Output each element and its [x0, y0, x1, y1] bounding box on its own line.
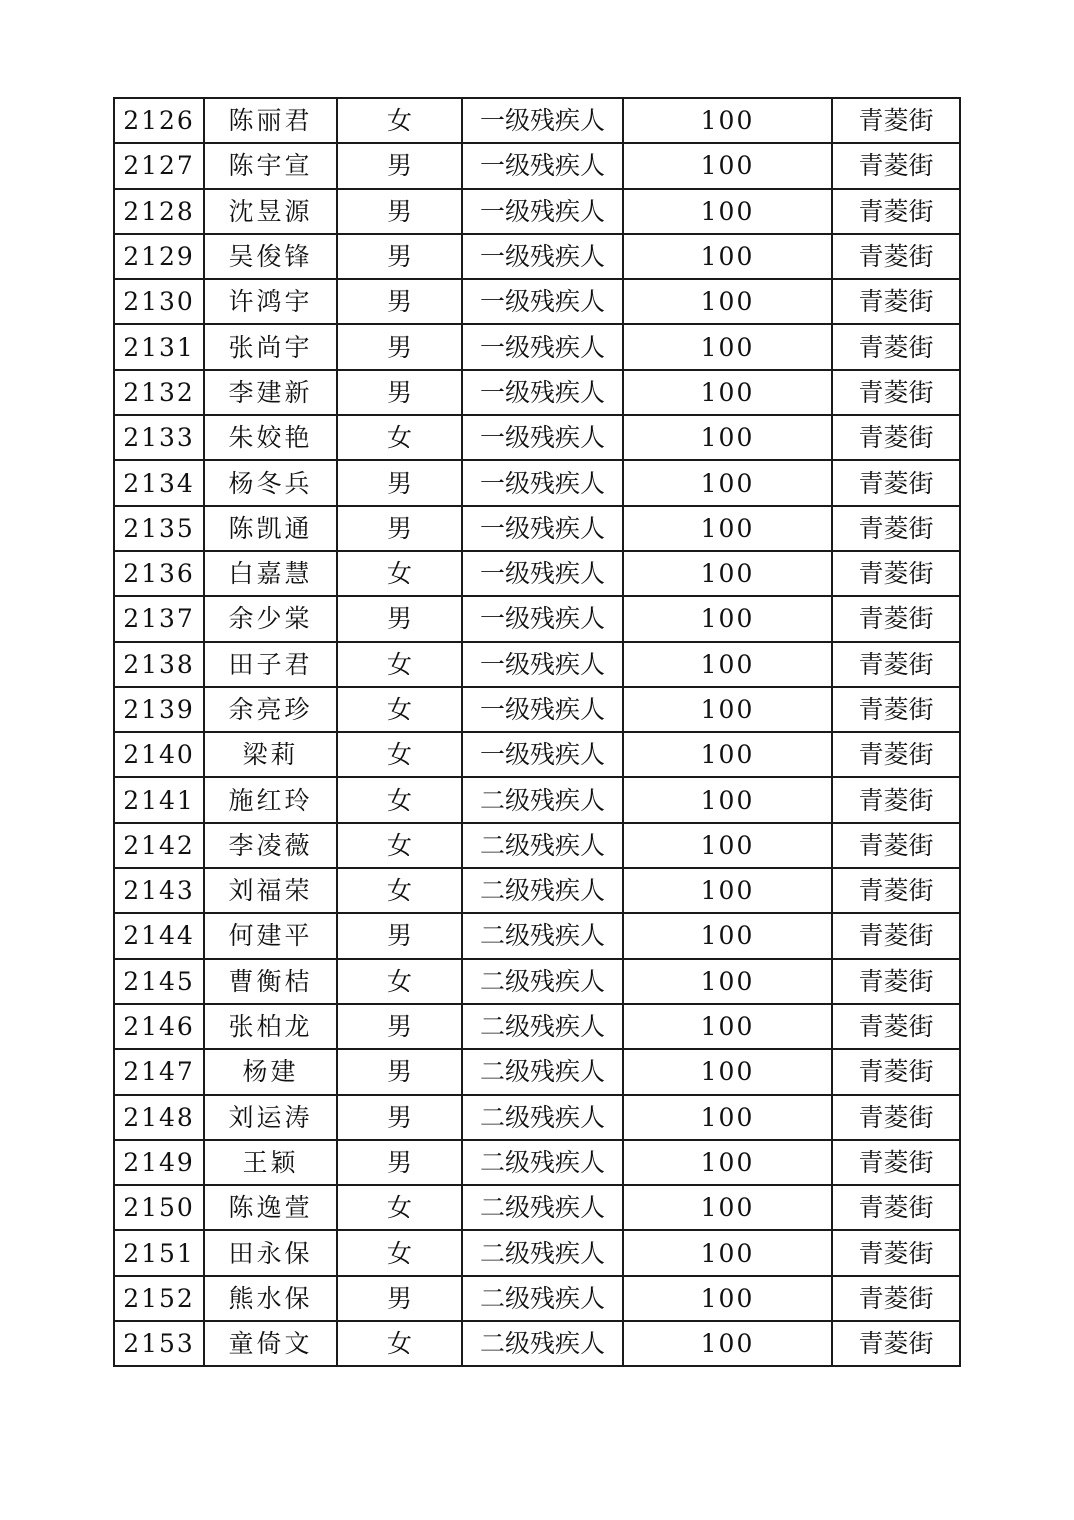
row-number-cell: 2135 [114, 506, 204, 551]
street-cell: 青菱街 [832, 687, 960, 732]
disability-level-cell: 二级残疾人 [462, 1276, 623, 1321]
table-row [114, 1185, 960, 1230]
disability-level-cell: 一级残疾人 [462, 460, 623, 505]
person-name-cell: 陈丽君 [204, 98, 337, 143]
row-number-cell: 2153 [114, 1321, 204, 1366]
amount-cell: 100 [623, 642, 832, 687]
row-number-cell: 2142 [114, 823, 204, 868]
table-row [114, 234, 960, 279]
table-row [114, 868, 960, 913]
table-row [114, 777, 960, 822]
row-number-cell: 2126 [114, 98, 204, 143]
row-number-cell: 2127 [114, 143, 204, 188]
street-cell: 青菱街 [832, 98, 960, 143]
amount-cell: 100 [623, 324, 832, 369]
amount-cell: 100 [623, 143, 832, 188]
table-row [114, 1095, 960, 1140]
row-number-cell: 2145 [114, 959, 204, 1004]
street-cell: 青菱街 [832, 1049, 960, 1094]
amount-cell: 100 [623, 506, 832, 551]
gender-cell: 男 [337, 1276, 462, 1321]
amount-cell: 100 [623, 777, 832, 822]
disability-level-cell: 一级残疾人 [462, 98, 623, 143]
amount-cell: 100 [623, 959, 832, 1004]
person-name-cell: 陈逸萱 [204, 1185, 337, 1230]
amount-cell: 100 [623, 596, 832, 641]
table-row [114, 823, 960, 868]
gender-cell: 女 [337, 1230, 462, 1275]
street-cell: 青菱街 [832, 1185, 960, 1230]
disability-level-cell: 一级残疾人 [462, 415, 623, 460]
street-cell: 青菱街 [832, 823, 960, 868]
gender-cell: 女 [337, 823, 462, 868]
disability-level-cell: 一级残疾人 [462, 506, 623, 551]
person-name-cell: 沈昱源 [204, 189, 337, 234]
table-row [114, 1004, 960, 1049]
amount-cell: 100 [623, 1321, 832, 1366]
gender-cell: 男 [337, 1004, 462, 1049]
row-number-cell: 2143 [114, 868, 204, 913]
table-row [114, 415, 960, 460]
amount-cell: 100 [623, 1185, 832, 1230]
gender-cell: 男 [337, 279, 462, 324]
amount-cell: 100 [623, 1230, 832, 1275]
amount-cell: 100 [623, 460, 832, 505]
row-number-cell: 2137 [114, 596, 204, 641]
street-cell: 青菱街 [832, 1230, 960, 1275]
amount-cell: 100 [623, 687, 832, 732]
gender-cell: 男 [337, 1049, 462, 1094]
amount-cell: 100 [623, 1140, 832, 1185]
street-cell: 青菱街 [832, 189, 960, 234]
street-cell: 青菱街 [832, 1095, 960, 1140]
amount-cell: 100 [623, 415, 832, 460]
table-row [114, 687, 960, 732]
table-row [114, 506, 960, 551]
person-name-cell: 白嘉慧 [204, 551, 337, 596]
gender-cell: 女 [337, 1321, 462, 1366]
person-name-cell: 杨建 [204, 1049, 337, 1094]
amount-cell: 100 [623, 868, 832, 913]
gender-cell: 女 [337, 1185, 462, 1230]
amount-cell: 100 [623, 913, 832, 958]
row-number-cell: 2148 [114, 1095, 204, 1140]
disability-level-cell: 一级残疾人 [462, 279, 623, 324]
disability-level-cell: 二级残疾人 [462, 777, 623, 822]
gender-cell: 女 [337, 98, 462, 143]
amount-cell: 100 [623, 732, 832, 777]
person-name-cell: 梁莉 [204, 732, 337, 777]
roster-table-body [114, 98, 960, 1366]
disability-level-cell: 二级残疾人 [462, 868, 623, 913]
table-row [114, 732, 960, 777]
row-number-cell: 2136 [114, 551, 204, 596]
table-row [114, 1276, 960, 1321]
gender-cell: 女 [337, 959, 462, 1004]
table-row [114, 1049, 960, 1094]
disability-level-cell: 二级残疾人 [462, 1049, 623, 1094]
street-cell: 青菱街 [832, 460, 960, 505]
street-cell: 青菱街 [832, 370, 960, 415]
street-cell: 青菱街 [832, 1321, 960, 1366]
street-cell: 青菱街 [832, 1276, 960, 1321]
disability-level-cell: 二级残疾人 [462, 1185, 623, 1230]
gender-cell: 女 [337, 777, 462, 822]
amount-cell: 100 [623, 823, 832, 868]
street-cell: 青菱街 [832, 1140, 960, 1185]
street-cell: 青菱街 [832, 913, 960, 958]
gender-cell: 男 [337, 143, 462, 188]
table-row [114, 596, 960, 641]
street-cell: 青菱街 [832, 143, 960, 188]
gender-cell: 男 [337, 913, 462, 958]
table-row [114, 279, 960, 324]
street-cell: 青菱街 [832, 868, 960, 913]
row-number-cell: 2141 [114, 777, 204, 822]
person-name-cell: 何建平 [204, 913, 337, 958]
disability-level-cell: 二级残疾人 [462, 1004, 623, 1049]
person-name-cell: 李凌薇 [204, 823, 337, 868]
gender-cell: 女 [337, 732, 462, 777]
disability-level-cell: 二级残疾人 [462, 913, 623, 958]
street-cell: 青菱街 [832, 596, 960, 641]
row-number-cell: 2147 [114, 1049, 204, 1094]
disability-level-cell: 二级残疾人 [462, 1230, 623, 1275]
person-name-cell: 田永保 [204, 1230, 337, 1275]
person-name-cell: 刘运涛 [204, 1095, 337, 1140]
row-number-cell: 2133 [114, 415, 204, 460]
amount-cell: 100 [623, 1276, 832, 1321]
disability-level-cell: 二级残疾人 [462, 1095, 623, 1140]
disability-level-cell: 一级残疾人 [462, 324, 623, 369]
table-row [114, 98, 960, 143]
disability-level-cell: 二级残疾人 [462, 823, 623, 868]
amount-cell: 100 [623, 370, 832, 415]
row-number-cell: 2134 [114, 460, 204, 505]
person-name-cell: 田子君 [204, 642, 337, 687]
person-name-cell: 陈宇宣 [204, 143, 337, 188]
person-name-cell: 张柏龙 [204, 1004, 337, 1049]
row-number-cell: 2130 [114, 279, 204, 324]
gender-cell: 男 [337, 460, 462, 505]
disability-level-cell: 一级残疾人 [462, 642, 623, 687]
gender-cell: 女 [337, 415, 462, 460]
person-name-cell: 吴俊锋 [204, 234, 337, 279]
row-number-cell: 2149 [114, 1140, 204, 1185]
gender-cell: 男 [337, 370, 462, 415]
person-name-cell: 杨冬兵 [204, 460, 337, 505]
amount-cell: 100 [623, 551, 832, 596]
table-row [114, 642, 960, 687]
person-name-cell: 王颖 [204, 1140, 337, 1185]
disability-level-cell: 一级残疾人 [462, 596, 623, 641]
disability-level-cell: 一级残疾人 [462, 732, 623, 777]
person-name-cell: 童倚文 [204, 1321, 337, 1366]
row-number-cell: 2132 [114, 370, 204, 415]
street-cell: 青菱街 [832, 959, 960, 1004]
gender-cell: 女 [337, 551, 462, 596]
street-cell: 青菱街 [832, 551, 960, 596]
row-number-cell: 2151 [114, 1230, 204, 1275]
street-cell: 青菱街 [832, 642, 960, 687]
amount-cell: 100 [623, 189, 832, 234]
table-row [114, 370, 960, 415]
amount-cell: 100 [623, 1004, 832, 1049]
row-number-cell: 2144 [114, 913, 204, 958]
person-name-cell: 陈凯通 [204, 506, 337, 551]
disability-level-cell: 一级残疾人 [462, 551, 623, 596]
gender-cell: 女 [337, 642, 462, 687]
table-row [114, 143, 960, 188]
table-row [114, 1321, 960, 1366]
gender-cell: 男 [337, 1095, 462, 1140]
gender-cell: 男 [337, 506, 462, 551]
amount-cell: 100 [623, 1095, 832, 1140]
street-cell: 青菱街 [832, 324, 960, 369]
roster-table [113, 97, 961, 1367]
disability-level-cell: 一级残疾人 [462, 189, 623, 234]
person-name-cell: 李建新 [204, 370, 337, 415]
person-name-cell: 曹衡桔 [204, 959, 337, 1004]
amount-cell: 100 [623, 279, 832, 324]
disability-level-cell: 一级残疾人 [462, 234, 623, 279]
disability-level-cell: 二级残疾人 [462, 1140, 623, 1185]
amount-cell: 100 [623, 98, 832, 143]
gender-cell: 男 [337, 1140, 462, 1185]
table-row [114, 1140, 960, 1185]
amount-cell: 100 [623, 1049, 832, 1094]
row-number-cell: 2138 [114, 642, 204, 687]
person-name-cell: 余亮珍 [204, 687, 337, 732]
person-name-cell: 余少棠 [204, 596, 337, 641]
row-number-cell: 2128 [114, 189, 204, 234]
row-number-cell: 2146 [114, 1004, 204, 1049]
person-name-cell: 许鸿宇 [204, 279, 337, 324]
street-cell: 青菱街 [832, 415, 960, 460]
disability-level-cell: 一级残疾人 [462, 143, 623, 188]
table-row [114, 324, 960, 369]
disability-level-cell: 一级残疾人 [462, 687, 623, 732]
street-cell: 青菱街 [832, 234, 960, 279]
person-name-cell: 施红玲 [204, 777, 337, 822]
person-name-cell: 张尚宇 [204, 324, 337, 369]
table-row [114, 959, 960, 1004]
street-cell: 青菱街 [832, 732, 960, 777]
disability-level-cell: 一级残疾人 [462, 370, 623, 415]
row-number-cell: 2140 [114, 732, 204, 777]
gender-cell: 男 [337, 596, 462, 641]
amount-cell: 100 [623, 234, 832, 279]
row-number-cell: 2150 [114, 1185, 204, 1230]
table-row [114, 1230, 960, 1275]
row-number-cell: 2129 [114, 234, 204, 279]
table-row [114, 460, 960, 505]
street-cell: 青菱街 [832, 1004, 960, 1049]
person-name-cell: 朱姣艳 [204, 415, 337, 460]
street-cell: 青菱街 [832, 777, 960, 822]
person-name-cell: 熊水保 [204, 1276, 337, 1321]
row-number-cell: 2139 [114, 687, 204, 732]
street-cell: 青菱街 [832, 506, 960, 551]
disability-level-cell: 二级残疾人 [462, 959, 623, 1004]
street-cell: 青菱街 [832, 279, 960, 324]
table-row [114, 551, 960, 596]
gender-cell: 女 [337, 687, 462, 732]
row-number-cell: 2152 [114, 1276, 204, 1321]
disability-level-cell: 二级残疾人 [462, 1321, 623, 1366]
gender-cell: 男 [337, 234, 462, 279]
gender-cell: 男 [337, 324, 462, 369]
gender-cell: 男 [337, 189, 462, 234]
table-row [114, 189, 960, 234]
gender-cell: 女 [337, 868, 462, 913]
table-row [114, 913, 960, 958]
row-number-cell: 2131 [114, 324, 204, 369]
person-name-cell: 刘福荣 [204, 868, 337, 913]
